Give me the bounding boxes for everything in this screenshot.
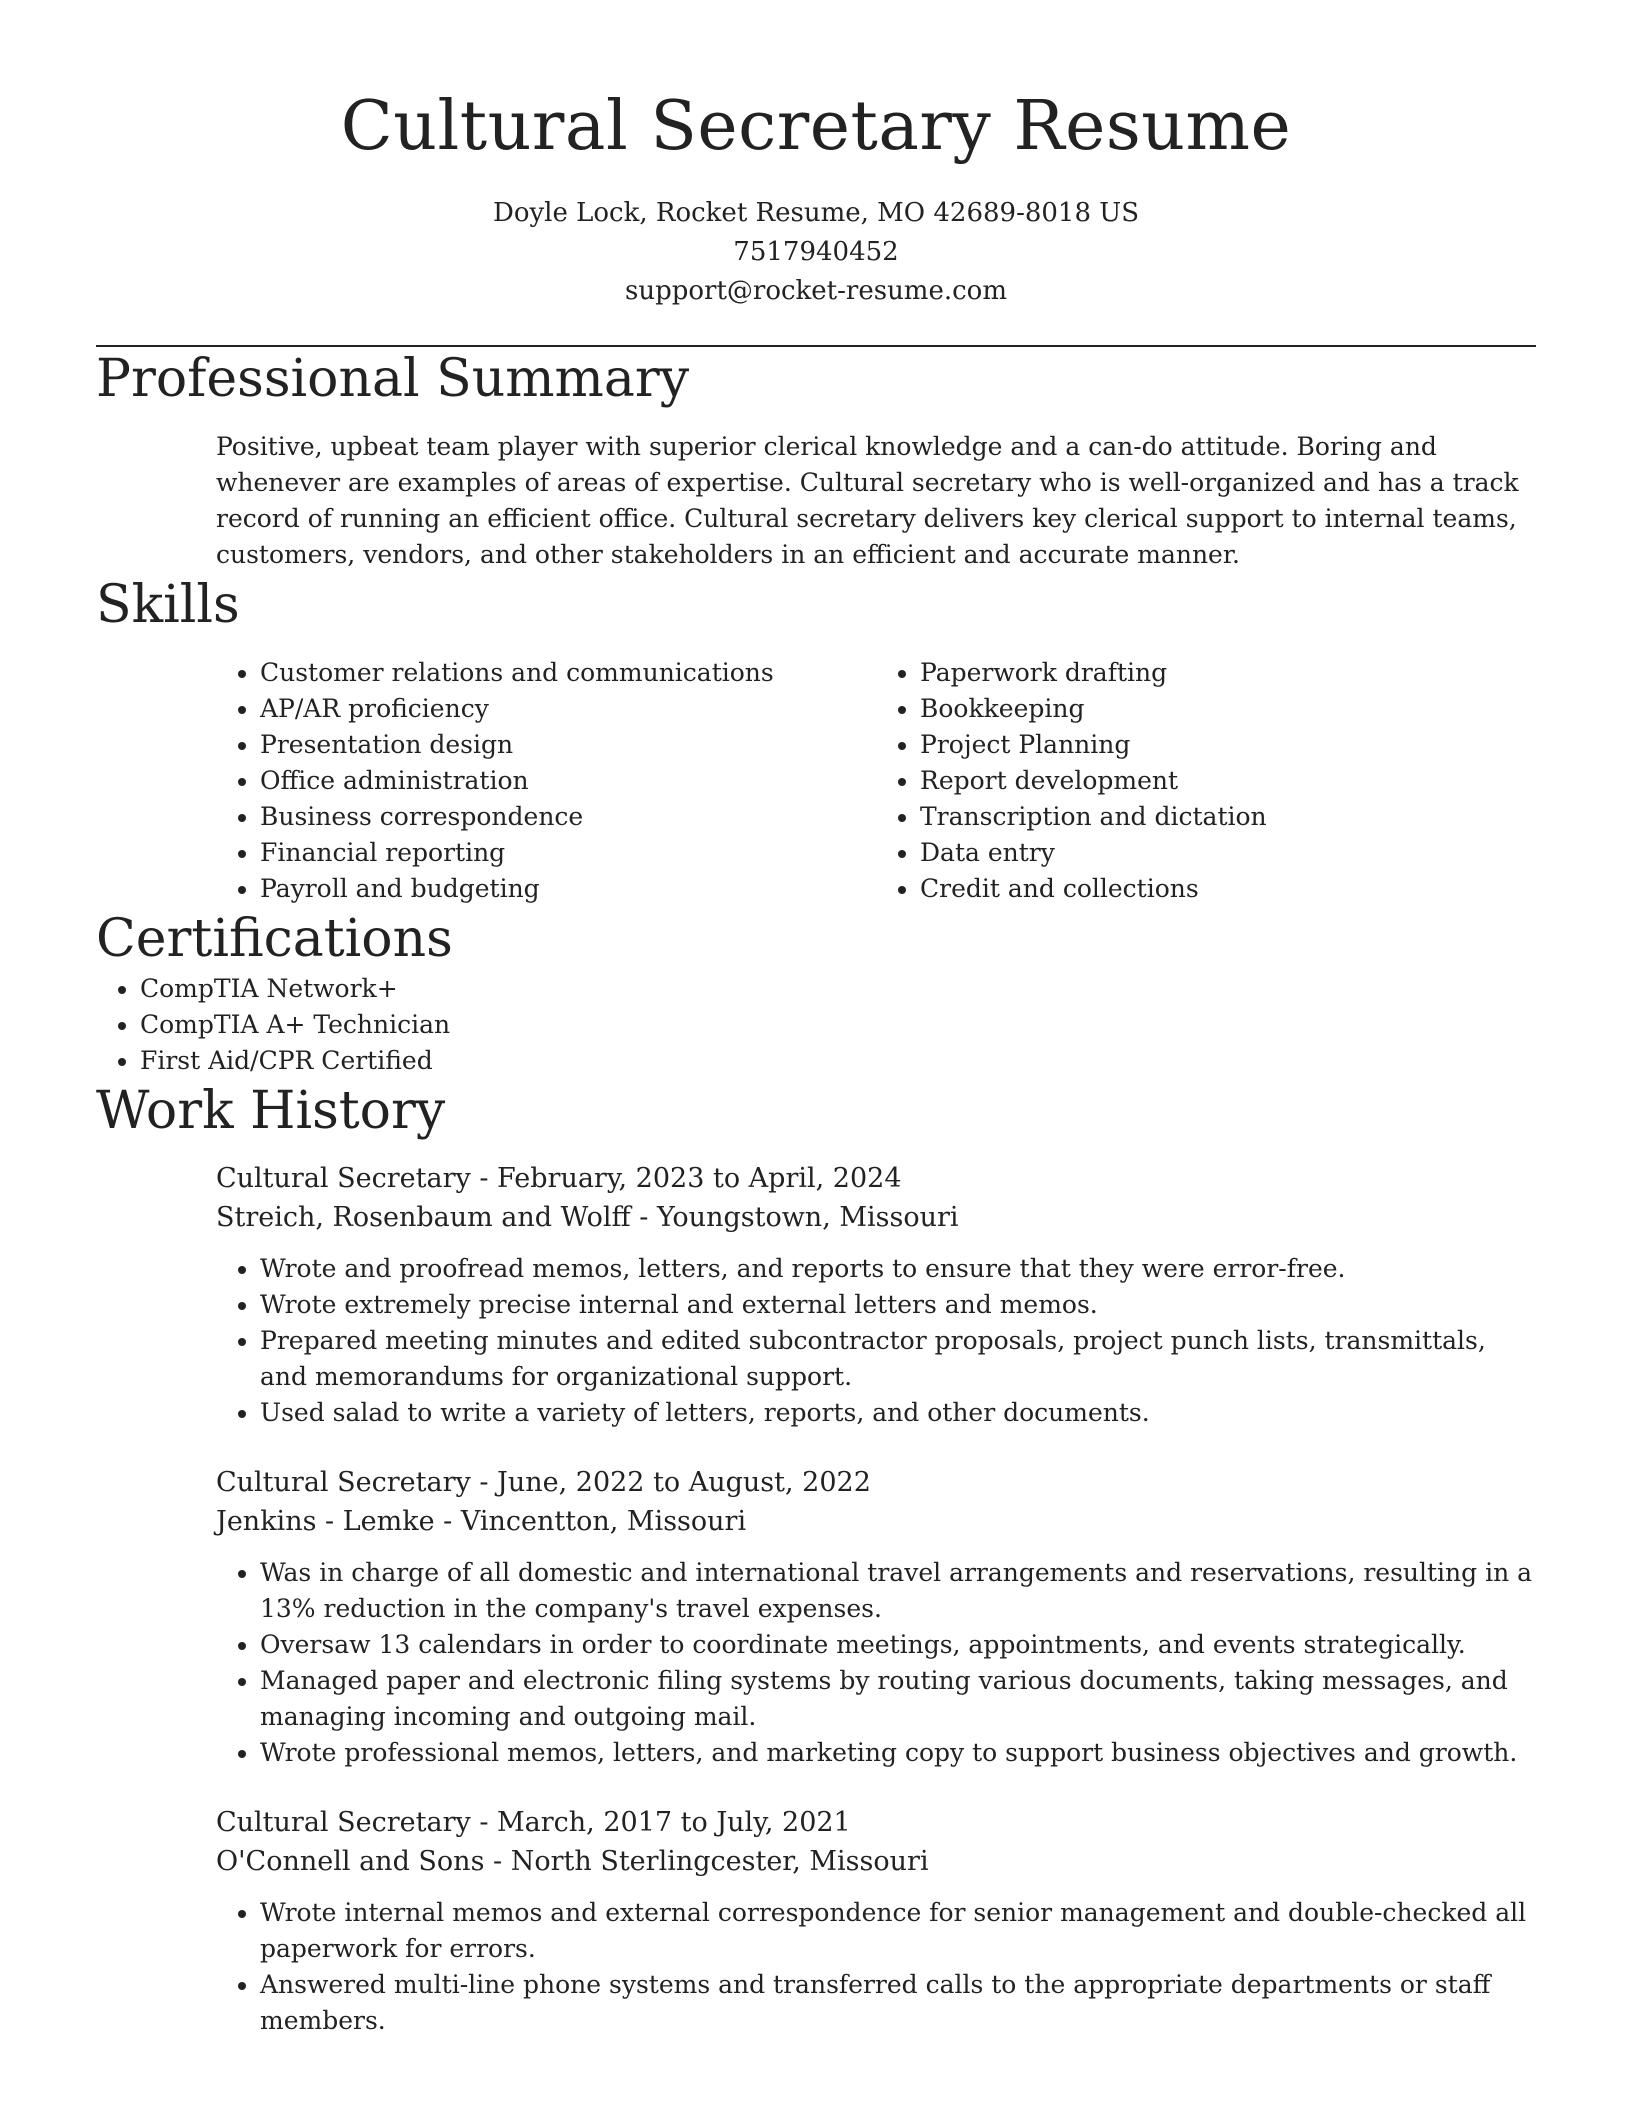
skill-item: • Customer relations and communications bbox=[260, 655, 876, 691]
job-duty-item: • Wrote internal memos and external correspondence for senior management and double-checked all paperwork for errors. bbox=[260, 1895, 1536, 1967]
summary-text: Positive, upbeat team player with superior clerical knowledge and a can-do attitude. Boring and whenever are examples of areas of expertise. Cultural secretary who is well-organized and has a track record of running an efficient office. Cultural secretary delivers key clerical support to internal teams, customers, vendors, and other stakeholders in an efficient and accurate manner. bbox=[216, 432, 1519, 569]
skill-item: • Bookkeeping bbox=[920, 691, 1536, 727]
contact-email: support@rocket-resume.com bbox=[624, 276, 1007, 306]
resume-header bbox=[96, 0, 1536, 311]
skill-item: • Presentation design bbox=[260, 727, 876, 763]
skill-item: • AP/AR proficiency bbox=[260, 691, 876, 727]
job-company-line bbox=[216, 1842, 1536, 1881]
work-history-heading: Work History bbox=[96, 1081, 446, 1141]
skill-item: • Office administration bbox=[260, 763, 876, 799]
job-title-line bbox=[216, 1159, 1536, 1198]
job-title: Cultural Secretary bbox=[216, 1163, 471, 1194]
skill-item: • Report development bbox=[920, 763, 1536, 799]
job-location: - Youngstown, Missouri bbox=[630, 1202, 959, 1233]
certifications-list bbox=[96, 971, 1536, 1079]
job-duty-item: • Answered multi-line phone systems and transferred calls to the appropriate departments or staff members. bbox=[260, 1967, 1536, 2039]
job-duty-item: • Managed paper and electronic filing systems by routing various documents, taking messages, and managing incoming and outgoing mail. bbox=[260, 1663, 1536, 1735]
job-duties bbox=[216, 1251, 1536, 1431]
certifications-heading: Certifications bbox=[96, 909, 453, 969]
skills-heading: Skills bbox=[96, 575, 240, 635]
job-title: Cultural Secretary bbox=[216, 1467, 471, 1498]
skill-item: • Transcription and dictation bbox=[920, 799, 1536, 835]
job-duty-item: • Prepared meeting minutes and edited subcontractor proposals, project punch lists, transmittals, and memorandums for organizational support. bbox=[260, 1323, 1536, 1395]
skill-item: • Financial reporting bbox=[260, 835, 876, 871]
job-title-line bbox=[216, 1463, 1536, 1502]
certification-item: • First Aid/CPR Certified bbox=[140, 1043, 1536, 1079]
job-duty-item: • Wrote professional memos, letters, and marketing copy to support business objectives and growth. bbox=[260, 1735, 1536, 1771]
job-location: - North Sterlingcester, Missouri bbox=[484, 1846, 929, 1877]
contact-phone: 7517940452 bbox=[733, 237, 899, 267]
skills-list bbox=[216, 655, 1536, 907]
certification-item: • CompTIA Network+ bbox=[140, 971, 1536, 1007]
job-dates: - February, 2023 to April, 2024 bbox=[470, 1163, 902, 1194]
skills-column-right bbox=[876, 655, 1536, 907]
job-location: - Vincentton, Missouri bbox=[434, 1506, 747, 1537]
job-title: Cultural Secretary bbox=[216, 1807, 471, 1838]
job-company-line bbox=[216, 1198, 1536, 1237]
job-company: Streich, Rosenbaum and Wolff bbox=[216, 1202, 631, 1233]
job-entry bbox=[216, 1803, 1536, 2039]
skill-item: • Project Planning bbox=[920, 727, 1536, 763]
skill-item: • Business correspondence bbox=[260, 799, 876, 835]
contact-info bbox=[96, 194, 1536, 311]
job-entry bbox=[216, 1159, 1536, 1431]
job-title-line bbox=[216, 1803, 1536, 1842]
summary-heading: Professional Summary bbox=[96, 349, 690, 409]
certification-item: • CompTIA A+ Technician bbox=[140, 1007, 1536, 1043]
job-company: O'Connell and Sons bbox=[216, 1846, 485, 1877]
job-duty-item: • Wrote extremely precise internal and external letters and memos. bbox=[260, 1287, 1536, 1323]
job-duties bbox=[216, 1895, 1536, 2039]
job-duty-item: • Was in charge of all domestic and international travel arrangements and reservations, resulting in a 13% reduction in the company's travel expenses. bbox=[260, 1555, 1536, 1627]
job-duties bbox=[216, 1555, 1536, 1771]
contact-address: Doyle Lock, Rocket Resume, MO 42689-8018 US bbox=[492, 198, 1140, 228]
skill-item: • Credit and collections bbox=[920, 871, 1536, 907]
job-dates: - March, 2017 to July, 2021 bbox=[470, 1807, 851, 1838]
job-company: Jenkins - Lemke bbox=[216, 1506, 435, 1537]
skills-column-left bbox=[216, 655, 876, 907]
job-duty-item: • Used salad to write a variety of letters, reports, and other documents. bbox=[260, 1395, 1536, 1431]
job-duty-item: • Oversaw 13 calendars in order to coordinate meetings, appointments, and events strategically. bbox=[260, 1627, 1536, 1663]
skill-item: • Payroll and budgeting bbox=[260, 871, 876, 907]
resume-title: Cultural Secretary Resume bbox=[340, 87, 1292, 166]
job-company-line bbox=[216, 1502, 1536, 1541]
skill-item: • Data entry bbox=[920, 835, 1536, 871]
skill-item: • Paperwork drafting bbox=[920, 655, 1536, 691]
job-duty-item: • Wrote and proofread memos, letters, and reports to ensure that they were error-free. bbox=[260, 1251, 1536, 1287]
job-dates: - June, 2022 to August, 2022 bbox=[470, 1467, 871, 1498]
job-entry bbox=[216, 1463, 1536, 1771]
